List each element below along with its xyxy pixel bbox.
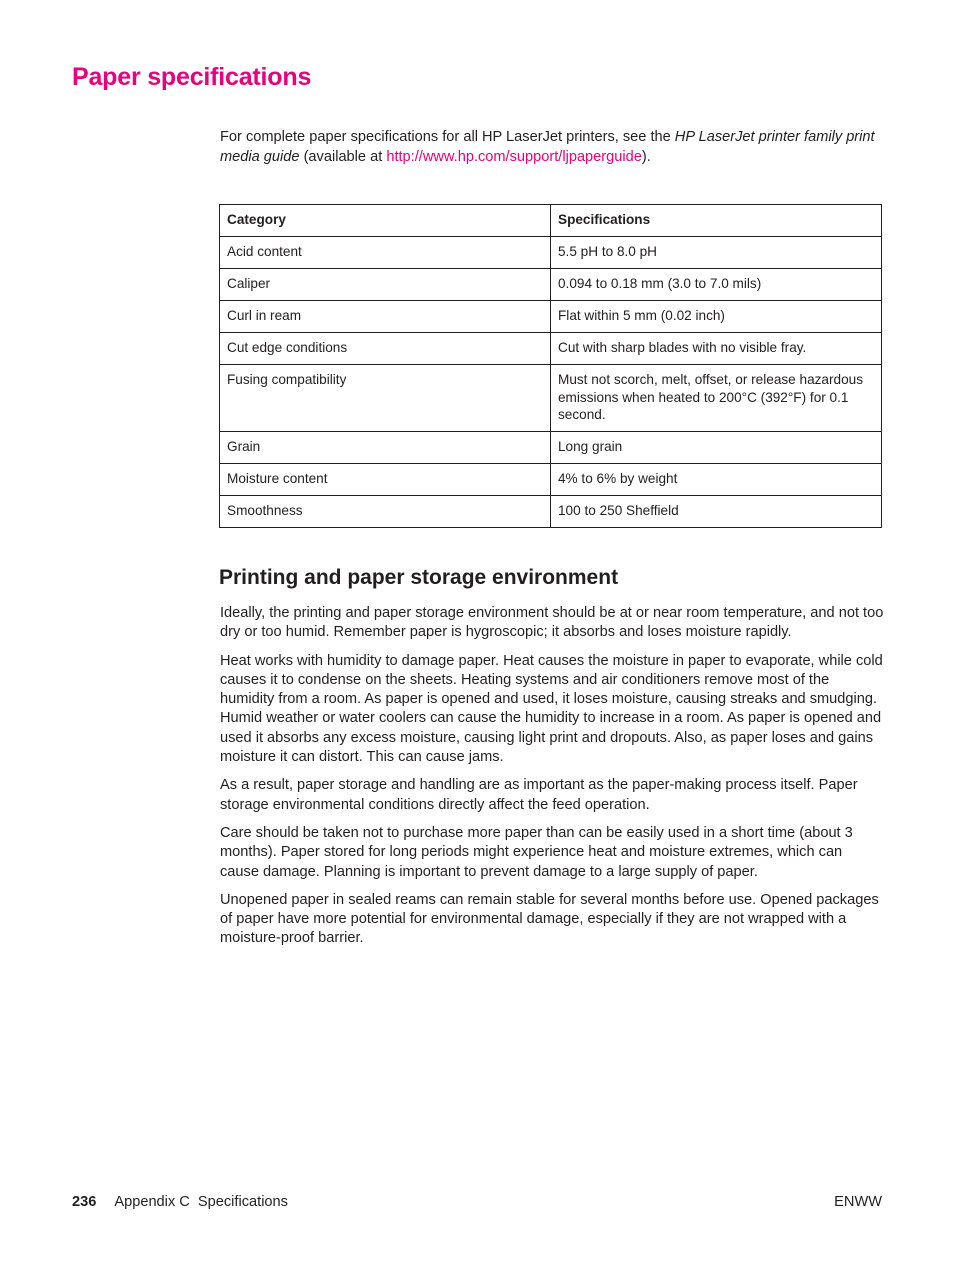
body-paragraph: Unopened paper in sealed reams can remain stable for several months before use. Opened packages of paper have more potential for environmental damage, especially if they are not wrapped with a moisture-proof barrier. [220,891,879,947]
category-cell: Smoothness [220,495,551,527]
guide-title: HP LaserJet printer family print media guide [220,129,875,165]
table-row [220,431,882,463]
footer-right-label: ENWW [834,1194,882,1210]
intro-text-after: ). [641,149,651,165]
table-row [220,269,882,301]
table-header-row [220,205,882,237]
spec-cell: 0.094 to 0.18 mm (3.0 to 7.0 mils) [551,269,882,301]
body-paragraph: Heat works with humidity to damage paper. Heat causes the moisture in paper to evaporate, while cold causes it to condense on the sheets. Heating systems and air conditioners remove most of the humidity from a room. As paper is opened and used, it loses moisture, causing streaks and smudging. Humid weather or water coolers can cause the humidity to increase in a room. As paper is opened and used it absorbs any excess moisture, causing light print and dropouts. Also, as paper loses and gains moisture it can distort. This can cause jams. [220,652,883,766]
table-row [220,237,882,269]
table-row [220,301,882,333]
intro-paragraph [220,127,885,167]
category-cell: Grain [220,431,551,463]
category-cell: Fusing compatibility [220,365,551,432]
body-paragraph: Ideally, the printing and paper storage environment should be at or near room temperature, and not too dry or too humid. Remember paper is hygroscopic; it absorbs and loses moisture rapidly. [220,605,884,641]
paper-spec-table [219,204,882,528]
table-row [220,495,882,527]
body-paragraph: As a result, paper storage and handling are as important as the paper-making process itself. Paper storage environmental conditions directly affect the feed operation. [220,777,858,813]
spec-cell: Long grain [551,431,882,463]
table-row [220,365,882,432]
category-cell: Moisture content [220,463,551,495]
column-header-specifications: Specifications [551,205,882,237]
paper-guide-link[interactable]: http://www.hp.com/support/ljpaperguide [386,149,642,165]
column-header-category: Category [220,205,551,237]
category-cell: Acid content [220,237,551,269]
table-row [220,333,882,365]
body-paragraph: Care should be taken not to purchase more paper than can be easily used in a short time (about 3 months). Paper stored for long periods might experience heat and moisture extremes, which can cause damage. Planning is important to prevent damage to a large supply of paper. [220,824,853,880]
intro-text-before: For complete paper specifications for all HP LaserJet printers, see the [220,129,675,145]
spec-cell: 100 to 250 Sheffield [551,495,882,527]
spec-cell: 5.5 pH to 8.0 pH [551,237,882,269]
page-number: 236 [72,1194,97,1210]
category-cell: Cut edge conditions [220,333,551,365]
chapter-label: Appendix C Specifications [114,1194,288,1210]
page-title: Paper specifications [72,63,312,91]
spec-cell: Flat within 5 mm (0.02 inch) [551,301,882,333]
page-footer [72,1192,882,1212]
spec-cell: Must not scorch, melt, offset, or release hazardous emissions when heated to 200°C (392°F) for 0.1 second. [551,365,882,432]
spec-cell: 4% to 6% by weight [551,463,882,495]
intro-text-middle: (available at [299,149,387,165]
category-cell: Caliper [220,269,551,301]
section-body [220,604,885,958]
table-row [220,463,882,495]
section-heading: Printing and paper storage environment [219,566,619,589]
category-cell: Curl in ream [220,301,551,333]
spec-cell: Cut with sharp blades with no visible fray. [551,333,882,365]
